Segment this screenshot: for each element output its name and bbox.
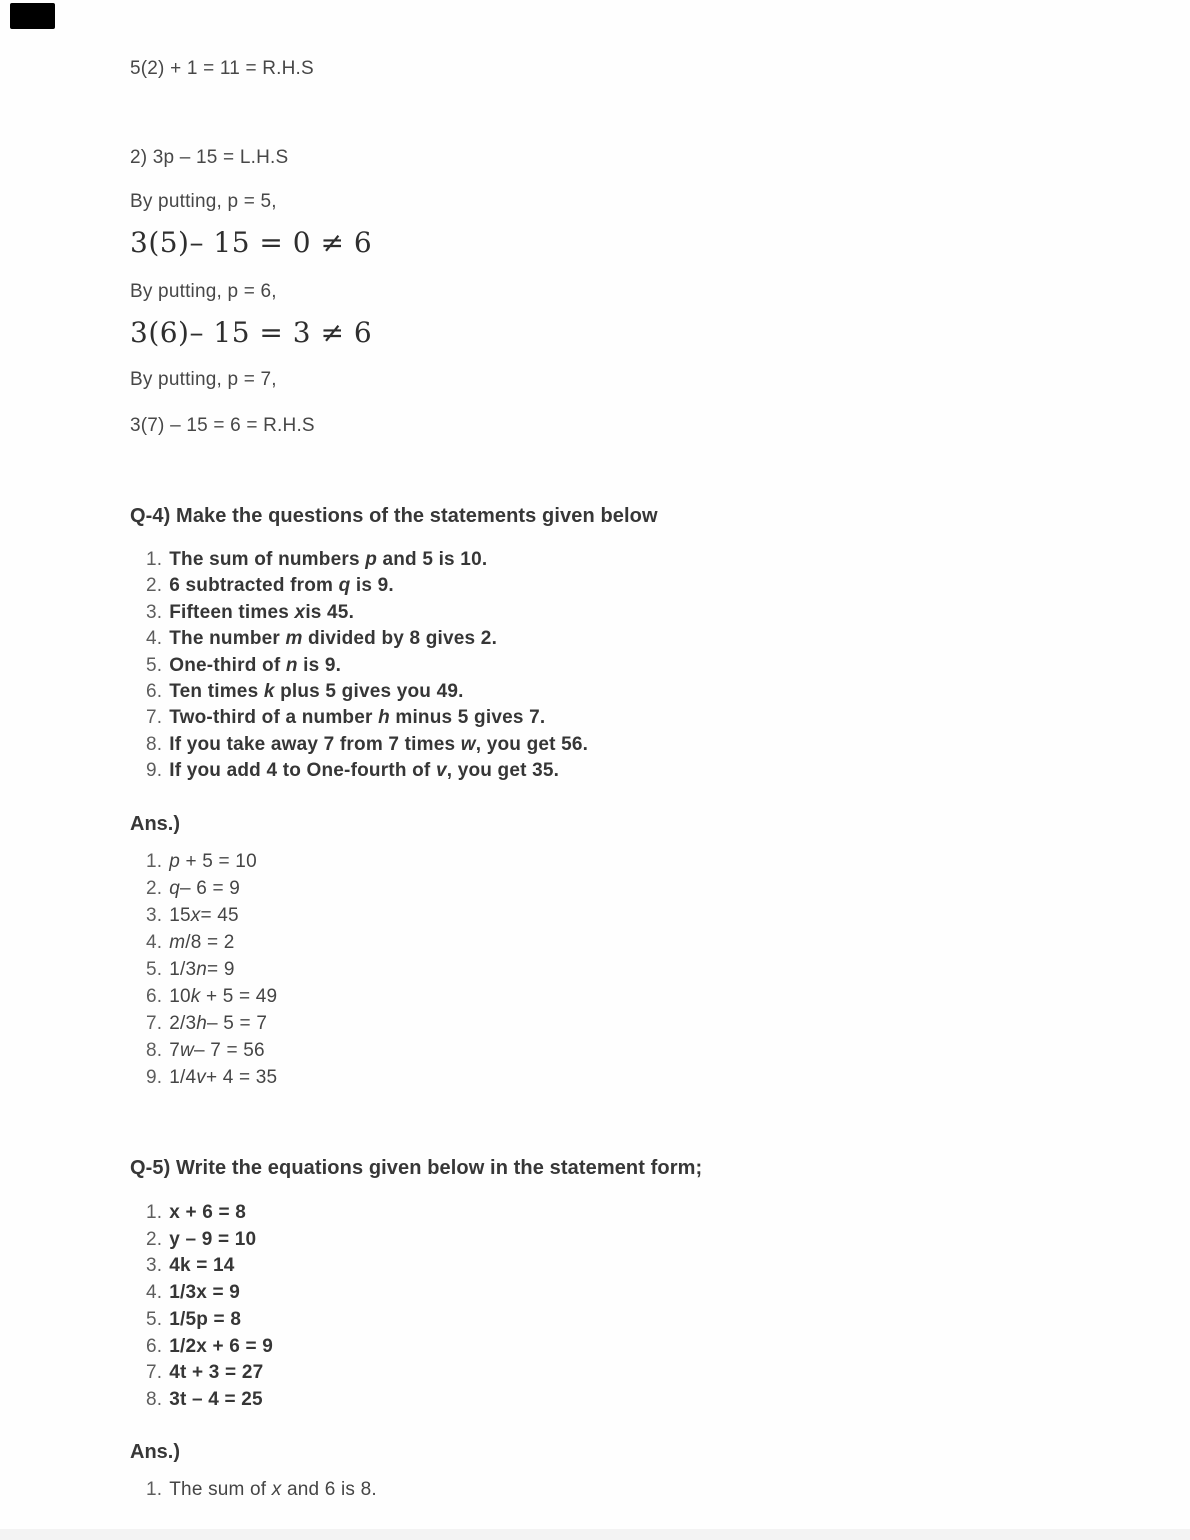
list-item (146, 1387, 273, 1414)
list-item-number: 1. (146, 1479, 163, 1500)
list-item (146, 732, 588, 758)
list-item-number: 8. (146, 1040, 163, 1061)
list-item-text: The sum of numbers p and 5 is 10. (169, 549, 488, 570)
list-item-number: 8. (146, 1388, 163, 1410)
list-item (146, 573, 588, 599)
question-5-equations-list (146, 1200, 273, 1414)
list-item-number: 2. (146, 1228, 163, 1250)
list-item-number: 4. (146, 932, 163, 953)
list-item-number: 7. (146, 707, 163, 729)
list-item (146, 1360, 273, 1387)
list-item (146, 1200, 273, 1227)
list-item (146, 705, 588, 731)
list-item (146, 1307, 273, 1334)
list-item-text: 1/2x + 6 = 9 (169, 1335, 274, 1357)
list-item-text: The number m divided by 8 gives 2. (169, 628, 498, 650)
result-p7-line: 3(7) – 15 = 6 = R.H.S (130, 415, 315, 436)
list-item-text: One-third of n is 9. (169, 654, 342, 676)
list-item-text: 6 subtracted from q is 9. (169, 575, 394, 597)
list-item-number: 1. (146, 851, 163, 872)
list-item-number: 3. (146, 601, 163, 623)
math-check-p5: 3(5)– 15 = 0 ≠ 6 (130, 226, 373, 259)
list-item-text: p + 5 = 10 (169, 851, 257, 872)
list-item-text: 3t – 4 = 25 (169, 1388, 263, 1410)
putting-p6-line: By putting, p = 6, (130, 281, 277, 302)
list-item-text: 4t + 3 = 27 (169, 1362, 264, 1384)
page-bottom-strip (0, 1529, 1190, 1540)
list-item (146, 983, 277, 1010)
list-item-text: 7w– 7 = 56 (169, 1040, 265, 1061)
list-item (146, 1253, 273, 1280)
list-item-number: 6. (146, 986, 163, 1007)
list-item-number: 4. (146, 628, 163, 650)
list-item-text: Ten times k plus 5 gives you 49. (169, 681, 464, 703)
list-item (146, 1280, 273, 1307)
list-item (146, 679, 588, 705)
list-item (146, 1037, 277, 1064)
list-item-number: 1. (146, 549, 163, 570)
question-4-statements-list (146, 547, 588, 785)
list-item-text: 10k + 5 = 49 (169, 986, 278, 1007)
equation-check-rhs: 5(2) + 1 = 11 = R.H.S (130, 58, 314, 79)
list-item-number: 6. (146, 1335, 163, 1357)
list-item-number: 3. (146, 1255, 163, 1277)
list-item-number: 2. (146, 575, 163, 597)
equation-2-lhs: 2) 3p – 15 = L.H.S (130, 147, 289, 168)
list-item (146, 653, 588, 679)
list-item-number: 8. (146, 733, 163, 755)
list-item-number: 1. (146, 1202, 163, 1223)
list-item-number: 9. (146, 1067, 163, 1088)
list-item-text: The sum of x and 6 is 8. (169, 1479, 377, 1500)
list-item-text: Fifteen times xis 45. (169, 601, 355, 623)
question-5-heading: Q-5) Write the equations given below in the statement form; (130, 1157, 703, 1179)
list-item (146, 600, 588, 626)
list-item-text: If you take away 7 from 7 times w, you get 56. (169, 733, 589, 755)
putting-p5-line: By putting, p = 5, (130, 191, 277, 212)
list-item-text: If you add 4 to One-fourth of v, you get 35. (169, 760, 560, 782)
list-item (146, 1227, 273, 1254)
putting-p7-line: By putting, p = 7, (130, 369, 277, 390)
list-item-text: 15x= 45 (169, 905, 239, 926)
list-item-text: 1/3x = 9 (169, 1282, 241, 1304)
question-4-answers-list (146, 848, 277, 1091)
list-item-text: 1/3n= 9 (169, 959, 235, 980)
black-corner-box (10, 3, 55, 29)
list-item-number: 5. (146, 959, 163, 980)
list-item (146, 902, 277, 929)
list-item-text: 1/4v+ 4 = 35 (169, 1067, 278, 1088)
list-item-text: m/8 = 2 (169, 932, 235, 953)
list-item (146, 626, 588, 652)
list-item (146, 1010, 277, 1037)
question-4-heading: Q-4) Make the questions of the statements given below (130, 505, 658, 527)
list-item-number: 7. (146, 1362, 163, 1384)
list-item-number: 7. (146, 1013, 163, 1034)
list-item-text: 1/5p = 8 (169, 1308, 242, 1330)
list-item (146, 758, 588, 784)
list-item (146, 956, 277, 983)
list-item (146, 848, 277, 875)
list-item (146, 875, 277, 902)
answers-label-q4: Ans.) (130, 813, 180, 835)
list-item-text: q– 6 = 9 (169, 878, 241, 899)
list-item (146, 1477, 377, 1503)
list-item-number: 6. (146, 681, 163, 703)
list-item-number: 4. (146, 1282, 163, 1304)
list-item-text: 2/3h– 5 = 7 (169, 1013, 268, 1034)
list-item-number: 2. (146, 878, 163, 899)
list-item (146, 1334, 273, 1361)
list-item-number: 5. (146, 654, 163, 676)
list-item (146, 929, 277, 956)
list-item (146, 1064, 277, 1091)
list-item-number: 5. (146, 1308, 163, 1330)
list-item-number: 3. (146, 905, 163, 926)
list-item-text: y – 9 = 10 (169, 1228, 257, 1250)
question-5-answers-list (146, 1477, 377, 1503)
list-item-text: 4k = 14 (169, 1255, 235, 1277)
answers-label-q5: Ans.) (130, 1441, 180, 1463)
list-item (146, 547, 588, 573)
list-item-text: x + 6 = 8 (169, 1202, 247, 1223)
list-item-text: Two-third of a number h minus 5 gives 7. (169, 707, 546, 729)
math-check-p6: 3(6)– 15 = 3 ≠ 6 (130, 316, 373, 349)
list-item-number: 9. (146, 760, 163, 782)
